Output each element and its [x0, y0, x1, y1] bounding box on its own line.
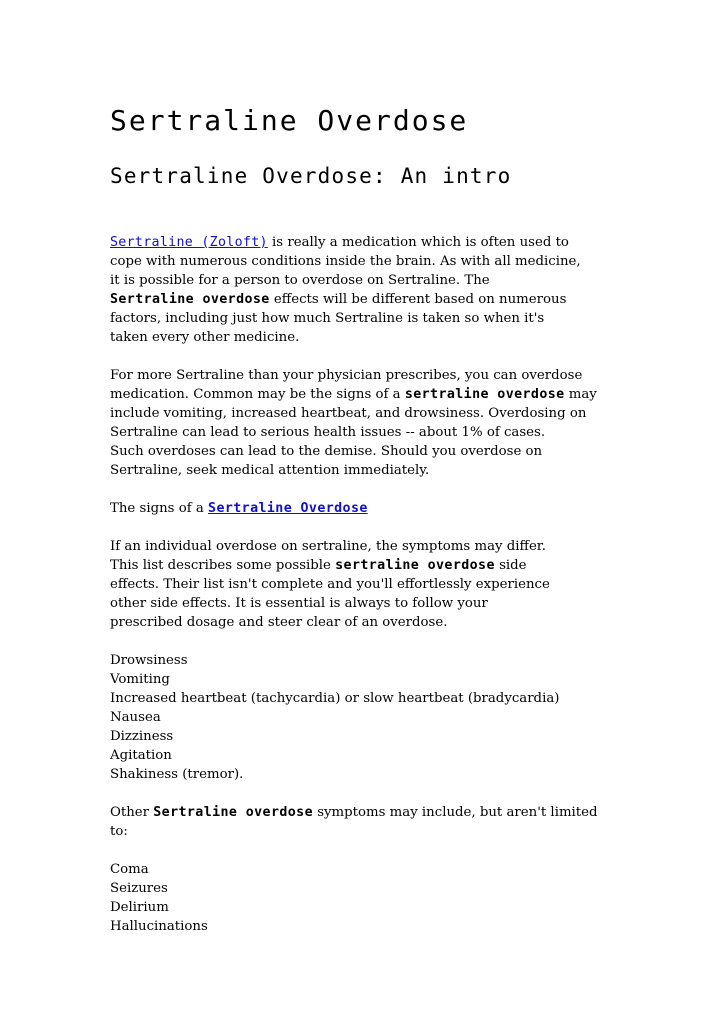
- article-body: [110, 233, 630, 936]
- keyword-bold: sertraline overdose: [404, 387, 565, 402]
- list-item: Drowsiness: [110, 653, 188, 668]
- page-title: Sertraline Overdose: [110, 104, 469, 137]
- paragraph-line: Sertraline can lead to serious health issues -- about 1% of cases.: [110, 425, 546, 440]
- paragraph-line: Other Sertraline overdose symptoms may include, but aren't limited: [110, 805, 598, 820]
- paragraph-line: Sertraline, seek medical attention immediately.: [110, 463, 430, 478]
- paragraph-line: If an individual overdose on sertraline, the symptoms may differ.: [110, 539, 546, 554]
- list-item: Agitation: [110, 748, 172, 763]
- list-item: Coma: [110, 862, 149, 877]
- list-item: Seizures: [110, 881, 168, 896]
- paragraph-line: taken every other medicine.: [110, 330, 300, 345]
- paragraph-line: effects. Their list isn't complete and you'll effortlessly experience: [110, 577, 550, 592]
- paragraph-line: Sertraline (Zoloft) is really a medication which is often used to: [110, 235, 569, 250]
- section-heading: Sertraline Overdose: An intro: [110, 164, 512, 188]
- keyword-bold: Sertraline overdose: [110, 292, 270, 307]
- symptom-list: [110, 651, 630, 784]
- list-item: Increased heartbeat (tachycardia) or slow heartbeat (bradycardia): [110, 691, 560, 706]
- list-item: Shakiness (tremor).: [110, 767, 244, 782]
- list-item: Dizziness: [110, 729, 174, 744]
- paragraph-line: This list describes some possible sertraline overdose side: [110, 558, 527, 573]
- sertraline-overdose-link[interactable]: Sertraline Overdose: [208, 501, 368, 516]
- paragraph-line: Such overdoses can lead to the demise. Should you overdose on: [110, 444, 543, 459]
- keyword-bold: Sertraline overdose: [153, 805, 313, 820]
- paragraph-line: The signs of a Sertraline Overdose: [110, 501, 368, 516]
- paragraph-line: factors, including just how much Sertraline is taken so when it's: [110, 311, 545, 326]
- paragraph-line: other side effects. It is essential is always to follow your: [110, 596, 488, 611]
- paragraph-line: Sertraline overdose effects will be different based on numerous: [110, 292, 567, 307]
- list-item: Nausea: [110, 710, 161, 725]
- list-item: Vomiting: [110, 672, 170, 687]
- zoloft-link[interactable]: Sertraline (Zoloft): [110, 235, 268, 250]
- paragraph-line: medication. Common may be the signs of a sertraline overdose may: [110, 387, 597, 402]
- paragraph-line: cope with numerous conditions inside the brain. As with all medicine,: [110, 254, 581, 269]
- keyword-bold: sertraline overdose: [335, 558, 495, 573]
- list-item: Delirium: [110, 900, 169, 915]
- paragraph-line: include vomiting, increased heartbeat, and drowsiness. Overdosing on: [110, 406, 587, 421]
- paragraph-line: For more Sertraline than your physician prescribes, you can overdose: [110, 368, 583, 383]
- list-item: Hallucinations: [110, 919, 208, 934]
- paragraph-line: to:: [110, 824, 128, 839]
- other-symptom-list: [110, 860, 630, 936]
- paragraph-line: it is possible for a person to overdose on Sertraline. The: [110, 273, 490, 288]
- paragraph-line: prescribed dosage and steer clear of an overdose.: [110, 615, 448, 630]
